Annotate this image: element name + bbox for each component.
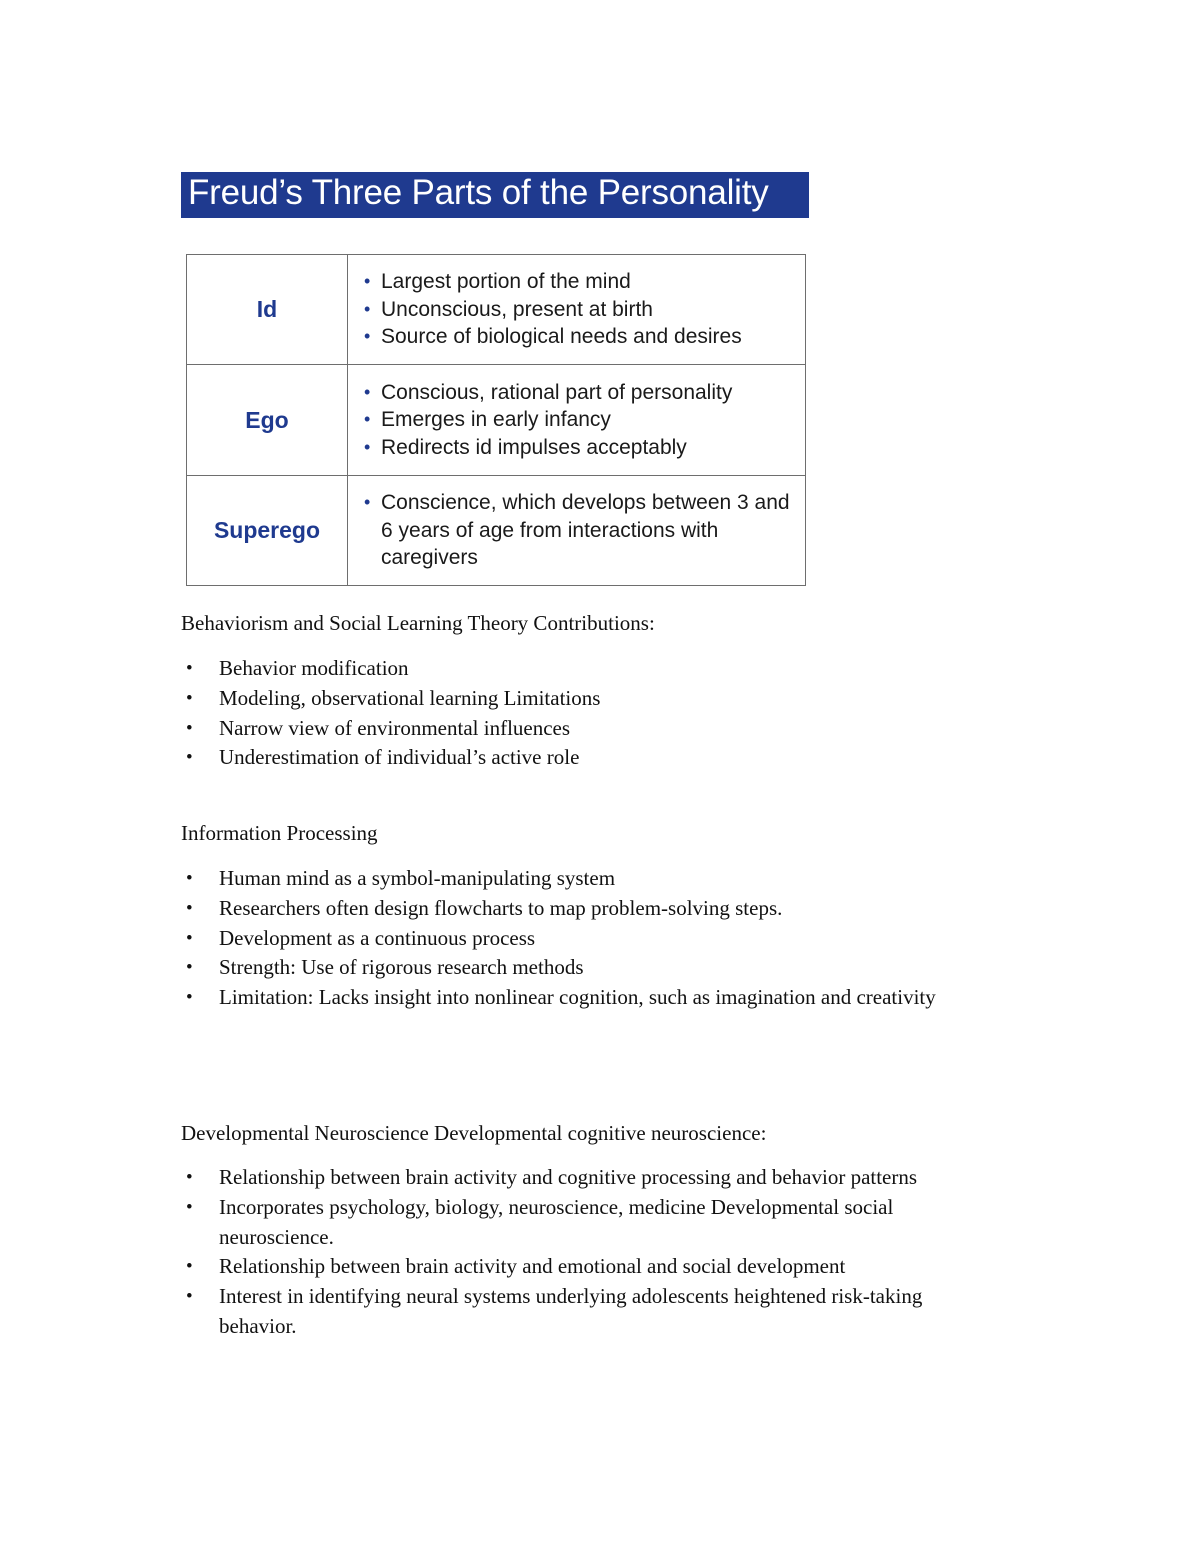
item-text: Narrow view of environmental influences bbox=[219, 715, 571, 740]
list-item bbox=[362, 406, 795, 434]
ego-points-list bbox=[362, 379, 795, 462]
information-processing-list bbox=[181, 864, 1001, 1013]
table-row-superego bbox=[187, 476, 806, 586]
bullet-icon: • bbox=[186, 747, 193, 769]
list-item bbox=[181, 924, 1001, 954]
behaviorism-list bbox=[181, 654, 1001, 773]
item-text: Behavior modification bbox=[219, 656, 409, 680]
point-text: Largest portion of the mind bbox=[381, 270, 631, 294]
item-text: Strength: Use of rigorous research methods bbox=[219, 955, 584, 980]
banner-title: Freud’s Three Parts of the Personality bbox=[188, 173, 769, 212]
bullet-icon: • bbox=[186, 927, 193, 949]
list-item bbox=[181, 1163, 961, 1193]
item-text: Incorporates psychology, biology, neuroscience, medicine Developmental social neuroscience. bbox=[219, 1194, 894, 1249]
part-label-superego: Superego bbox=[187, 476, 348, 586]
bullet-icon: • bbox=[364, 326, 371, 347]
table-row-ego bbox=[187, 365, 806, 476]
bullet-icon: • bbox=[364, 271, 371, 292]
list-item bbox=[362, 489, 795, 572]
bullet-icon: • bbox=[364, 492, 371, 513]
list-item bbox=[362, 434, 795, 462]
bullet-icon: • bbox=[186, 868, 193, 889]
list-item bbox=[181, 684, 1001, 714]
list-item bbox=[181, 714, 1001, 744]
part-description-ego bbox=[348, 365, 806, 476]
bullet-icon: • bbox=[186, 717, 193, 739]
point-text: Conscience, which develops between 3 and 6 years of age from interactions with caregivers bbox=[381, 491, 790, 570]
bullet-icon: • bbox=[364, 381, 371, 402]
bullet-icon: • bbox=[186, 687, 193, 709]
point-text: Emerges in early infancy bbox=[381, 408, 611, 432]
item-text: Development as a continuous process bbox=[219, 925, 536, 950]
behaviorism-heading: Behaviorism and Social Learning Theory Contributions: bbox=[181, 611, 655, 635]
point-text: Conscious, rational part of personality bbox=[381, 380, 733, 404]
list-item bbox=[362, 323, 795, 351]
part-label-id: Id bbox=[187, 255, 348, 365]
item-text: Modeling, observational learning Limitations bbox=[219, 685, 601, 710]
bullet-icon: • bbox=[186, 658, 193, 679]
item-text: Underestimation of individual’s active role bbox=[219, 745, 580, 770]
list-item bbox=[181, 864, 1001, 894]
point-text: Redirects id impulses acceptably bbox=[381, 435, 687, 459]
list-item bbox=[181, 894, 1001, 924]
part-description-superego bbox=[348, 476, 806, 586]
bullet-icon: • bbox=[186, 1167, 193, 1188]
part-description-id bbox=[348, 255, 806, 365]
point-text: Unconscious, present at birth bbox=[381, 297, 653, 321]
list-item bbox=[362, 379, 795, 407]
item-text: Researchers often design flowcharts to map problem-solving steps. bbox=[219, 895, 783, 920]
id-points-list bbox=[362, 268, 795, 351]
bullet-icon: • bbox=[186, 1286, 193, 1308]
bullet-icon: • bbox=[186, 957, 193, 979]
table-row-id bbox=[187, 255, 806, 365]
list-item bbox=[181, 983, 1001, 1013]
list-item bbox=[181, 953, 1001, 983]
bullet-icon: • bbox=[186, 1256, 193, 1278]
point-text: Source of biological needs and desires bbox=[381, 325, 742, 349]
bullet-icon: • bbox=[186, 897, 193, 919]
personality-parts-table bbox=[186, 254, 806, 586]
information-processing-heading: Information Processing bbox=[181, 821, 378, 845]
neuroscience-list bbox=[181, 1163, 961, 1342]
item-text: Human mind as a symbol-manipulating system bbox=[219, 866, 616, 890]
title-banner bbox=[181, 172, 809, 218]
bullet-icon: • bbox=[364, 409, 371, 430]
bullet-icon: • bbox=[364, 298, 371, 319]
list-item bbox=[181, 1252, 961, 1282]
list-item bbox=[362, 296, 795, 324]
bullet-icon: • bbox=[364, 436, 371, 457]
list-item bbox=[181, 654, 1001, 684]
item-text: Interest in identifying neural systems underlying adolescents heightened risk-taking behavior. bbox=[219, 1284, 923, 1338]
list-item bbox=[362, 268, 795, 296]
bullet-icon: • bbox=[186, 987, 193, 1009]
list-item bbox=[181, 1282, 961, 1342]
part-label-ego: Ego bbox=[187, 365, 348, 476]
list-item bbox=[181, 743, 1001, 773]
superego-points-list bbox=[362, 489, 795, 572]
item-text: Relationship between brain activity and cognitive processing and behavior patterns bbox=[219, 1165, 918, 1189]
bullet-icon: • bbox=[186, 1196, 193, 1218]
list-item bbox=[181, 1193, 961, 1253]
neuroscience-heading: Developmental Neuroscience Developmental cognitive neuroscience: bbox=[181, 1121, 767, 1145]
item-text: Limitation: Lacks insight into nonlinear cognition, such as imagination and creativity bbox=[219, 985, 936, 1010]
item-text: Relationship between brain activity and emotional and social development bbox=[219, 1254, 846, 1279]
